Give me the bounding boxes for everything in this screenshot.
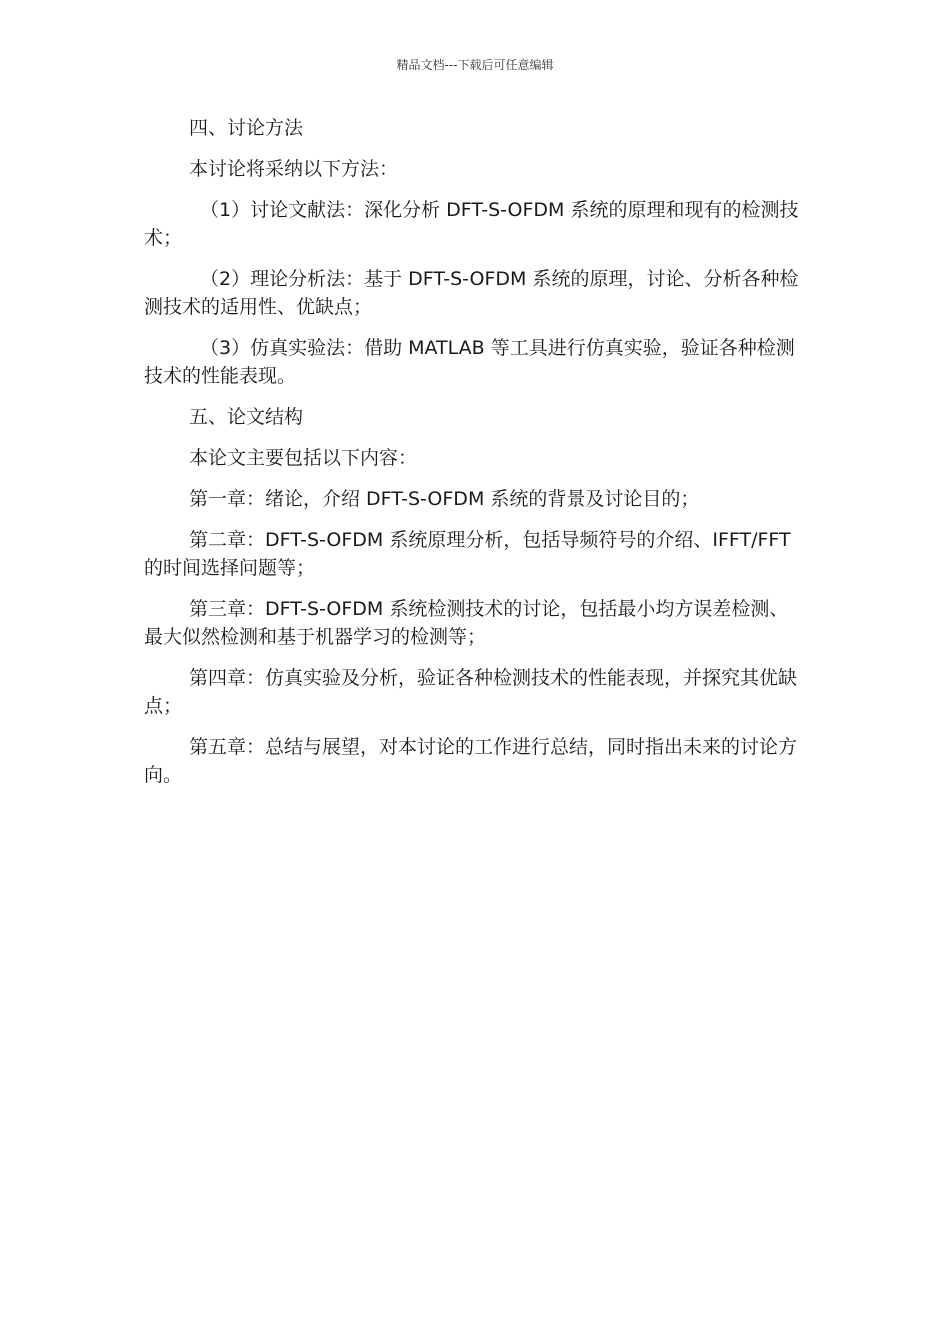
chapter-item-2: 第二章：DFT-S-OFDM 系统原理分析，包括导频符号的介绍、IFFT/FFT 的时间选择问题等； xyxy=(144,529,791,579)
chapter-item-5: 第五章：总结与展望，对本讨论的工作进行总结，同时指出未来的讨论方向。 xyxy=(144,736,798,786)
list-item-method-3: （3）仿真实验法：借助 MATLAB 等工具进行仿真实验，验证各种检测技术的性能表现。 xyxy=(144,337,795,387)
paragraph-structure-intro: 本论文主要包括以下内容： xyxy=(189,447,418,469)
chapter-item-4: 第四章：仿真实验及分析，验证各种检测技术的性能表现，并探究其优缺点； xyxy=(144,667,798,717)
paragraph-methods-intro: 本讨论将采纳以下方法： xyxy=(189,158,399,180)
document-body xyxy=(144,114,806,802)
chapter-item-1: 第一章：绪论，介绍 DFT-S-OFDM 系统的背景及讨论目的； xyxy=(189,488,700,510)
list-item-method-1: （1）讨论文献法：深化分析 DFT-S-OFDM 系统的原理和现有的检测技术； xyxy=(144,199,799,249)
section-heading-methods: 四、讨论方法 xyxy=(189,117,304,139)
page-header: 精品文档---下载后可任意编辑 xyxy=(396,58,554,72)
section-heading-structure: 五、论文结构 xyxy=(189,406,304,428)
list-item-method-2: （2）理论分析法：基于 DFT-S-OFDM 系统的原理，讨论、分析各种检测技术的适用性、优缺点； xyxy=(144,268,799,318)
chapter-item-3: 第三章：DFT-S-OFDM 系统检测技术的讨论，包括最小均方误差检测、最大似然检测和基于机器学习的检测等； xyxy=(144,598,789,648)
